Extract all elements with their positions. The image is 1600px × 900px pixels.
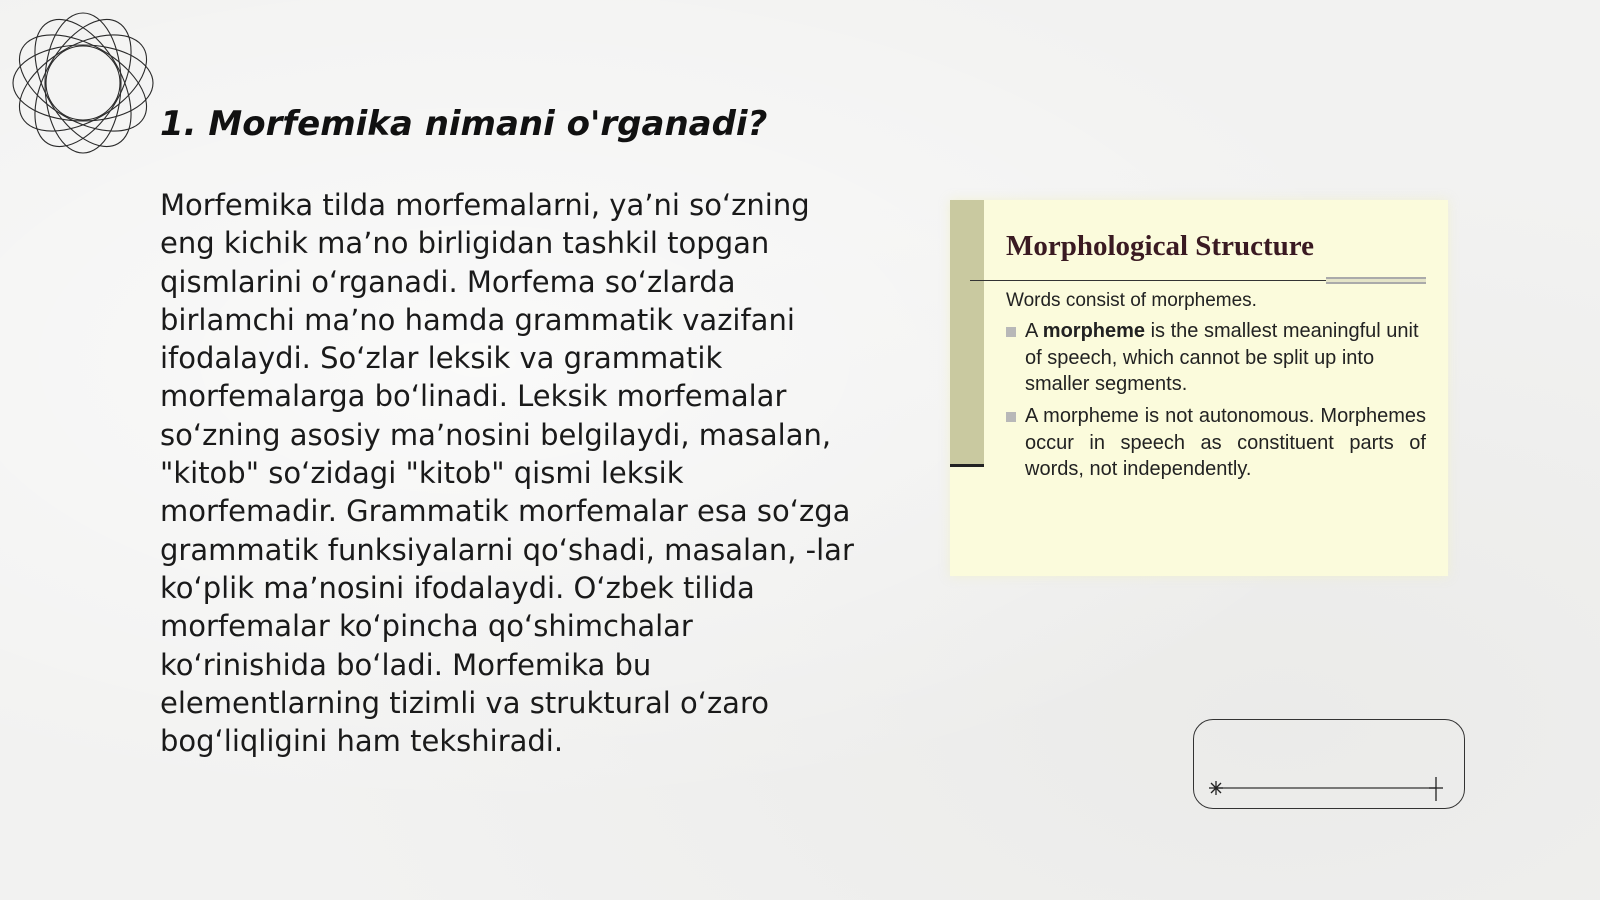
bullet-square-icon xyxy=(1006,327,1016,337)
crosshair-star-icon xyxy=(1429,777,1443,801)
morphology-image-card xyxy=(950,200,1448,576)
card-accent-bar xyxy=(950,200,984,467)
list-item-text: A morpheme is the smallest meaningful unit of speech, which cannot be split up into smaller segments. xyxy=(1025,320,1419,395)
card-intro: Words consist of morphemes. xyxy=(1006,290,1257,311)
bullet-square-icon xyxy=(1006,412,1016,422)
list-item xyxy=(1006,403,1426,483)
body-paragraph: Morfemika tilda morfemalarni, ya’ni so‘zning eng kichik ma’no birligidan tashkil topgan qismlarini o‘rganadi. Morfema so‘zlarda birlamchi ma’no hamda grammatik vazifani ifodalaydi. So‘zlar leksik va grammatik morfemalarga bo‘linadi. Leksik morfemalar so‘zning asosiy ma’nosini belgilaydi, masalan, "kitob" so‘zidagi "kitob" qismi leksik morfemadir. Grammatik morfemalar esa so‘zga grammatik funksiyalarni qo‘shadi, masalan, -lar ko‘plik ma’nosini ifodalaydi. O‘zbek tilida morfemalar ko‘pincha qo‘shimchalar ko‘rinishida bo‘ladi. Morfemika bu elementlarning tizimli va struktural o‘zaro bog‘liqligini ham tekshiradi. xyxy=(160,188,854,759)
slide-title: 1. Morfemika nimani o'rganadi? xyxy=(160,104,768,144)
spirograph-ornament-icon xyxy=(8,8,158,158)
emphasis-term: morpheme xyxy=(1042,320,1146,342)
decorative-line xyxy=(1208,775,1448,805)
list-item xyxy=(1006,318,1426,398)
sparkle-icon xyxy=(1209,781,1223,795)
card-divider-accent xyxy=(1326,277,1426,284)
card-title: Morphological Structure xyxy=(1006,230,1314,262)
list-item-text: A morpheme is not autonomous. Morphemes occur in speech as constituent parts of words, not independently. xyxy=(1025,405,1426,480)
